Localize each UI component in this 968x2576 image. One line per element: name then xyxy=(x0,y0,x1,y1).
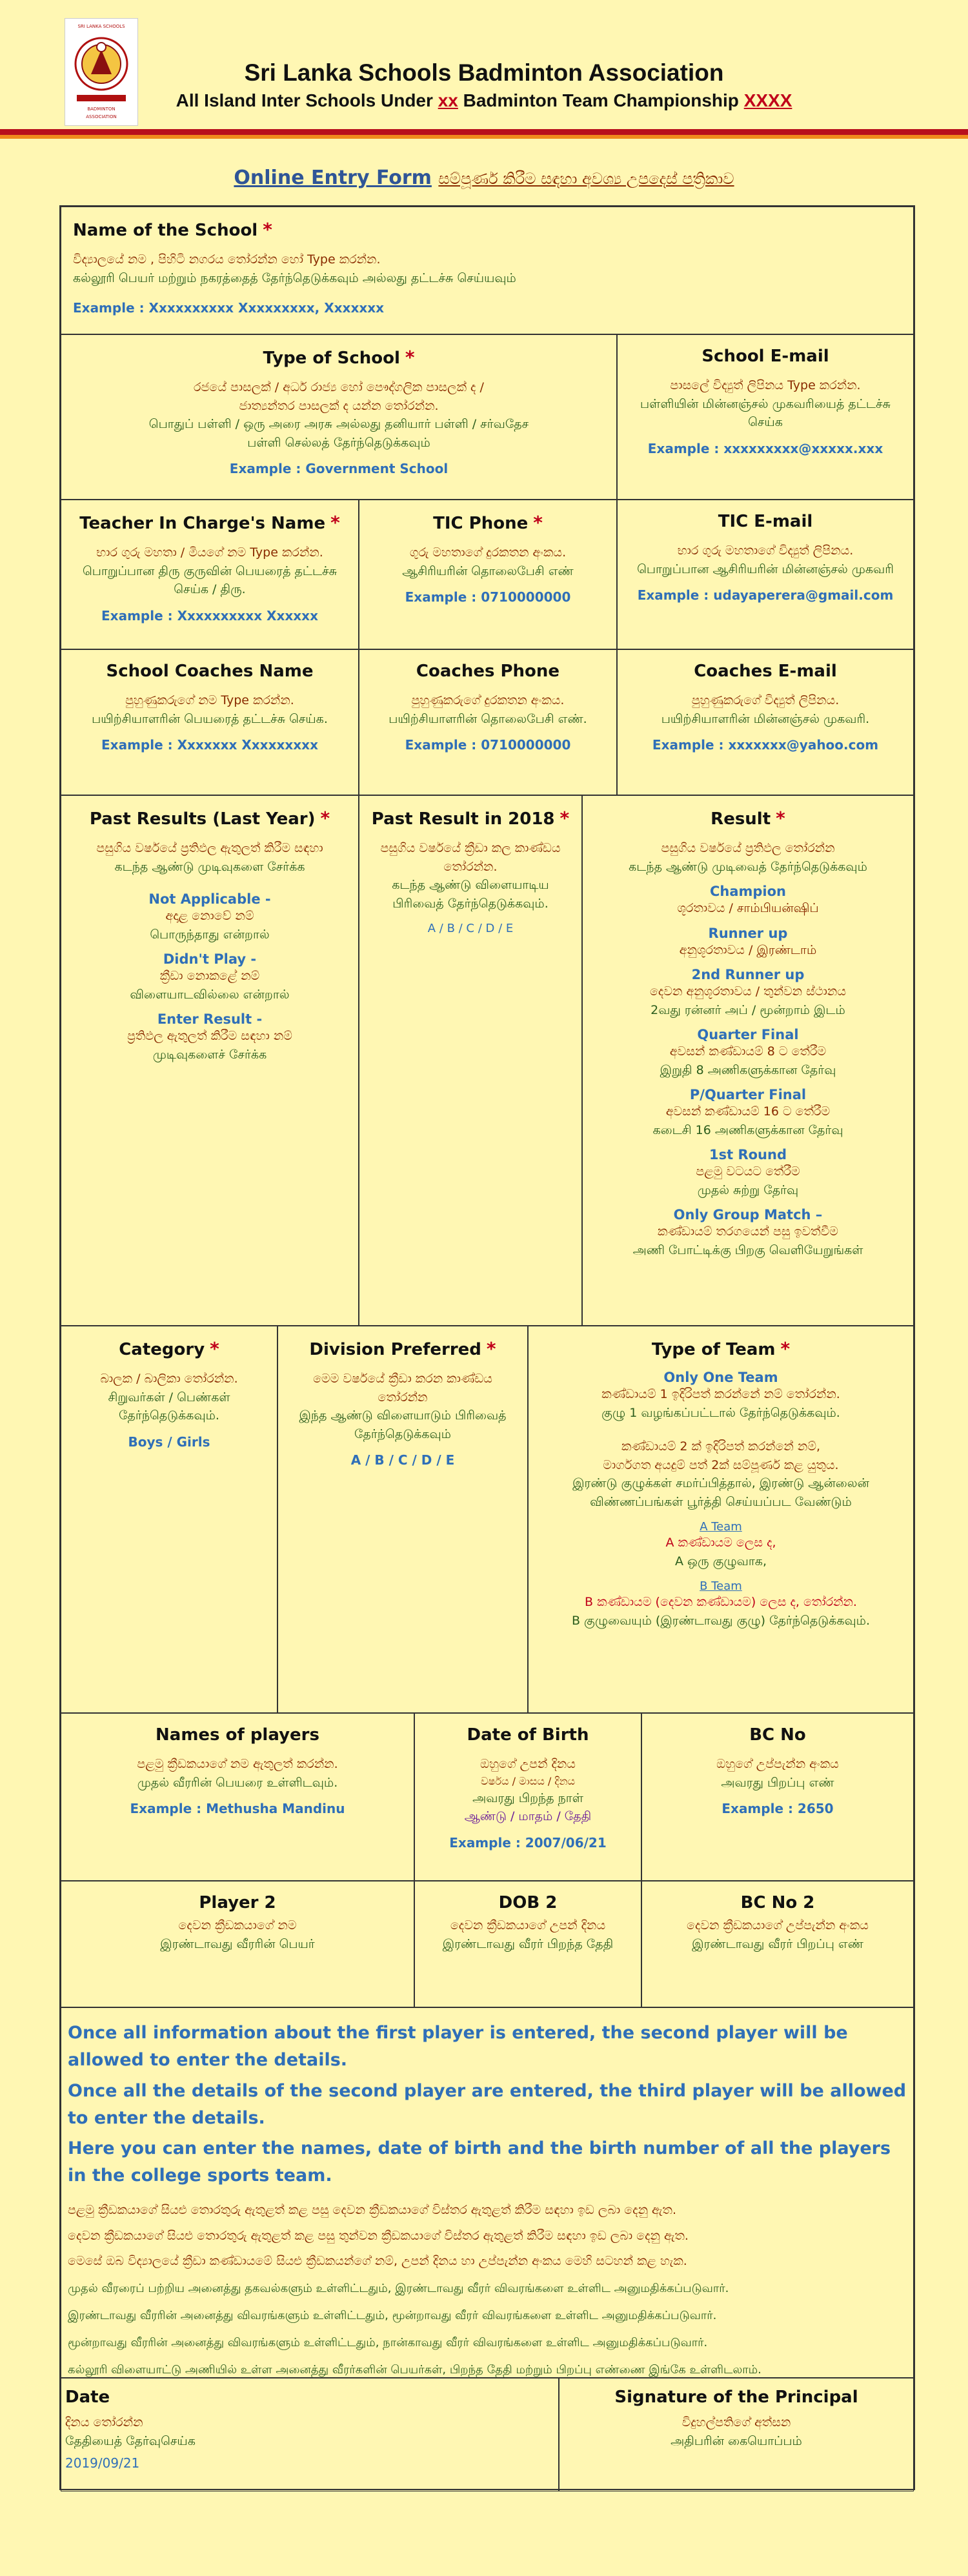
result-option-ta: 2வது ரன்னர் அப் / மூன்றாம் இடம் xyxy=(650,1002,845,1017)
school-name-heading: Name of the School * xyxy=(73,219,272,240)
division-heading: Division Preferred * xyxy=(309,1338,496,1359)
coach-email-example: Example : xxxxxxx@yahoo.com xyxy=(652,737,879,753)
one-team-ta: குழு 1 வழங்கப்பட்டால் தேர்ந்தெடுக்கவும். xyxy=(601,1405,840,1420)
coach-phone-si: පුහුණුකරුගේ දුරකතන අංකය. xyxy=(411,693,565,707)
school-name-si: විද්‍යාලයේ නම , පිහිටි නගරය තෝරන්න හෝ Type කරන්න. xyxy=(73,252,381,267)
dob2-si: දෙවන ක්‍රීඩකයාගේ උපන් දිනය xyxy=(450,1918,606,1932)
dob-cell xyxy=(414,1713,641,1881)
player-name-ta: முதல் வீரரின் பெயரை உள்ளிடவும். xyxy=(137,1775,338,1790)
info-en-2: Once all the details of the second player are entered, the third player will be allowed to enter the details. xyxy=(68,2080,907,2128)
player2-ta: இரண்டாவது வீரரின் பெயர் xyxy=(160,1936,315,1951)
division-cell xyxy=(277,1326,528,1713)
two-teams-ta: இரண்டு குழுக்கள் சமர்ப்பித்தால், இரண்டு ஆன்லைன் விண்ணப்பங்கள் பூர்த்தி செய்யப்பட வேண்டும் xyxy=(572,1476,869,1509)
result-option-label: Runner up xyxy=(708,925,788,941)
bc-example: Example : 2650 xyxy=(721,1801,834,1816)
category-ta: சிறுவர்கள் / பெண்கள் தேர்ந்தெடுக்கவும். xyxy=(108,1390,230,1423)
info-ta-4: கல்லூரி விளையாட்டு அணியில் உள்ள அனைத்து வீரர்களின் பெயர்கள், பிறந்த தேதி மற்றும் பிறப்பு எண்ணை இங்கே உள்ளிடலாம். xyxy=(68,2363,761,2377)
tic-phone-cell xyxy=(359,500,617,649)
school-email-cell xyxy=(617,334,914,500)
player-info-cell xyxy=(61,2007,914,2378)
result-option-label: P/Quarter Final xyxy=(689,1087,807,1102)
info-si-3: මෙසේ ඔබ විද්‍යාලයේ ක්‍රීඩා කණ්ඩායමේ සියළු ක්‍රීඩකයන්ගේ නම්, උපන් දිනය හා උප්පැන්න අංකය මෙහි සටහන් කළ හැක. xyxy=(68,2253,687,2268)
date-cell xyxy=(61,2378,559,2491)
school-type-si-2: ජාත්‍යන්තර පාසලක් ද යන්න තෝරන්න. xyxy=(239,398,439,413)
dob2-heading: DOB 2 xyxy=(498,1893,558,1912)
info-ta-2: இரண்டாவது வீரரின் அனைத்து விவரங்களும் உள்ளிட்டதும், மூன்றாவது வீரர் விவரங்களை உள்ளிட அனுமதிக்கப்படுவார். xyxy=(68,2309,717,2323)
didnt-play-ta: விளையாடவில்லை என்றால் xyxy=(130,987,290,1002)
a-team-ta: A ஒரு குழுவாக, xyxy=(675,1554,767,1568)
info-ta-3: மூன்றாவது வீரரின் அனைத்து விவரங்களும் உள்ளிட்டதும், நான்காவது வீரர் விவரங்களை உள்ளிட அனுமதிக்கப்படுவார். xyxy=(68,2336,708,2350)
past-2018-options: A / B / C / D / E xyxy=(427,922,514,935)
not-applicable-label: Not Applicable - xyxy=(148,891,271,907)
coach-email-ta: பயிற்சியாளரின் மின்னஞ்சல் முகவரி. xyxy=(661,711,870,726)
date-heading: Date xyxy=(65,2388,110,2407)
not-applicable-si: අදාළ නොවේ නම් xyxy=(165,909,254,923)
svg-text:ASSOCIATION: ASSOCIATION xyxy=(86,114,117,119)
player-name-example: Example : Methusha Mandinu xyxy=(130,1801,345,1816)
result-option-si: අවසන් කණ්ඩායම් 16 ට තේරීම xyxy=(665,1104,831,1119)
form-title xyxy=(0,167,968,190)
result-option-ta: கடைசி 16 அணிகளுக்கான தேர்வு xyxy=(652,1122,843,1137)
category-cell xyxy=(61,1326,277,1713)
bc2-heading: BC No 2 xyxy=(740,1893,815,1912)
result-option-si: පළමු වටයට තේරීම xyxy=(696,1164,800,1179)
result-option-si: කණ්ඩායම් තරගයෙන් පසු ඉවත්වීම xyxy=(658,1224,838,1239)
enter-result-label: Enter Result - xyxy=(157,1011,263,1027)
bc-cell xyxy=(641,1713,914,1881)
bc-si: ඔහුගේ උප්පැන්න අංකය xyxy=(716,1757,839,1771)
player2-cell xyxy=(61,1881,414,2007)
result-option-si: අනුශූරතාවය / இரண்டாம் xyxy=(679,942,817,957)
bc2-ta: இரண்டாவது வீரர் பிறப்பு எண் xyxy=(692,1936,863,1951)
teacher-example: Example : Xxxxxxxxxx Xxxxxx xyxy=(101,607,318,624)
player-name-heading: Names of players xyxy=(156,1725,319,1745)
category-heading: Category * xyxy=(119,1338,219,1359)
result-heading: Result * xyxy=(711,807,785,829)
result-option-label: Quarter Final xyxy=(697,1027,799,1042)
coach-name-ta: பயிற்சியாளரின் பெயரைத் தட்டச்சு செய்க. xyxy=(92,711,328,726)
past-2018-si: පසුගිය වර්ෂයේ ක්‍රීඩා කල කාණ්ඩය තෝරන්න. xyxy=(380,841,561,874)
coach-phone-ta: பயிற்சியாளரின் தொலைபேசி எண். xyxy=(388,711,587,726)
enter-result-si: ප්‍රතිඵල ඇතුලත් කිරීම සඳහා නම් xyxy=(127,1029,292,1043)
school-email-heading: School E-mail xyxy=(701,347,829,366)
school-name-cell xyxy=(61,207,914,334)
date-value: 2019/09/21 xyxy=(65,2455,140,2471)
page-title: Sri Lanka Schools Badminton Association xyxy=(244,59,724,86)
coach-phone-example: Example : 0710000000 xyxy=(405,737,571,753)
dob-ta: அவரது பிறந்த நாள் xyxy=(472,1790,583,1805)
signature-si: විදුහල්පතිගේ අත්සන xyxy=(681,2415,791,2429)
division-si: මෙම වර්ෂයේ ක්‍රීඩා කරන කාණ්ඩය තෝරන්න xyxy=(313,1372,492,1405)
dob2-ta: இரண்டாவது வீரர் பிறந்த தேதி xyxy=(442,1936,614,1951)
teacher-si: භාර ගුරු මහතා / මියගේ නම Type කරන්න. xyxy=(96,545,323,560)
info-en-1: Once all information about the first player is entered, the second player will be allowed to enter the details. xyxy=(68,2023,848,2070)
coach-phone-heading: Coaches Phone xyxy=(416,662,560,681)
team-type-heading: Type of Team * xyxy=(651,1338,791,1359)
school-email-ta: பள்ளியின் மின்னஞ்சல் முகவரியைத் தட்டச்சு செய்க xyxy=(640,396,891,429)
date-si: දිනය තෝරන්න xyxy=(65,2415,143,2429)
not-applicable-ta: பொருந்தாது என்றால் xyxy=(150,927,270,942)
result-option-si: දෙවන අනුශූරතාවය / තුන්වන ස්ථානය xyxy=(649,984,847,999)
coach-email-si: පුහුණුකරුගේ විද්‍යුත් ලිපිනය. xyxy=(691,693,840,707)
tic-email-si: භාර ගුරු මහතාගේ විද්‍යුත් ලිපිනය. xyxy=(677,543,854,558)
past-2018-ta: கடந்த ஆண்டு விளையாடிய பிரிவைத் தேர்ந்தெடுக்கவும். xyxy=(392,878,549,911)
coach-name-example: Example : Xxxxxxx Xxxxxxxxx xyxy=(101,737,318,753)
result-option-label: 1st Round xyxy=(709,1147,787,1162)
tic-phone-heading: TIC Phone * xyxy=(433,512,543,533)
result-cell xyxy=(582,795,914,1326)
past-2018-heading: Past Result in 2018 * xyxy=(371,807,570,829)
coach-email-cell xyxy=(617,649,914,795)
tic-email-ta: பொறுப்பான ஆசிரியரின் மின்னஞ்சல் முகவரி xyxy=(637,562,894,576)
bc2-si: දෙවන ක්‍රීඩකයාගේ උප්පැන්න අංකය xyxy=(687,1918,869,1932)
signature-heading: Signature of the Principal xyxy=(614,2388,858,2407)
result-option-label: 2nd Runner up xyxy=(691,967,805,982)
bc-heading: BC No xyxy=(749,1725,806,1745)
school-type-ta-1: பொதுப் பள்ளி / ஒரு அரை அரசு அல்லது தனியார் பள்ளி / சர்வதேச xyxy=(148,417,529,431)
coach-name-cell xyxy=(61,649,359,795)
two-teams-si-1: කණ්ඩායම් 2 ක් ඉදිරිපත් කරන්නේ නම්, xyxy=(621,1439,821,1454)
past-results-ta: கடந்த ஆண்டு முடிவுகளை சேர்க்க xyxy=(114,859,305,874)
one-team-si: කණ්ඩායම් 1 ඉදිරිපත් කරන්නේ නම් තෝරන්න. xyxy=(601,1387,840,1401)
page-header xyxy=(0,0,968,139)
a-team-si: A කණ්ඩායම ලෙස ද, xyxy=(665,1536,776,1550)
tic-phone-example: Example : 0710000000 xyxy=(405,589,571,605)
result-option-si: අවසන් කණ්ඩායම් 8 ට තේරීම xyxy=(669,1044,827,1059)
instruction-grid xyxy=(59,205,915,2490)
b-team-si: B කණ්ඩායම (දෙවන කණ්ඩායම) ලෙස ද, තෝරන්න. xyxy=(585,1595,857,1609)
info-si-2: දෙවන ක්‍රීඩකයාගේ සියළු තොරතුරු ඇතුළත් කළ පසු තුන්වන ක්‍රීඩකයාගේ විස්තර ඇතුළත් කිරීම සඳහා ඉඩ ලබා දෙනු ඇත. xyxy=(68,2228,689,2243)
svg-text:SRI LANKA SCHOOLS: SRI LANKA SCHOOLS xyxy=(77,24,125,29)
player2-si: දෙවන ක්‍රීඩකයාගේ නම xyxy=(178,1918,297,1932)
result-ta: கடந்த ஆண்டு முடிவைத் தேர்ந்தெடுக்கவும் xyxy=(629,859,867,874)
required-star: * xyxy=(263,219,272,240)
coach-phone-cell xyxy=(359,649,617,795)
two-teams-si-2: මාර්ගගත අයදුම් පත් 2ක් සම්පූර්ණ කළ යුතුය. xyxy=(603,1457,839,1472)
info-ta-1: முதல் வீரரைப் பற்றிய அனைத்து தகவல்களும் உள்ளிட்டதும், இரண்டாவது வீரர் விவரங்களை உள்ளிட அனுமதிக்கப்படுவார். xyxy=(68,2282,729,2296)
result-si: පසුගිය වර්ෂයේ ප්‍රතිඵල තෝරන්න xyxy=(661,841,835,855)
header-red-band xyxy=(0,129,968,135)
info-si-1: පළමු ක්‍රීඩකයාගේ සියළු තොරතුරු ඇතුළත් කළ පසු දෙවන ක්‍රීඩකයාගේ විස්තර ඇතුළත් කිරීම සඳහා ඉඩ ලබා දෙනු ඇත. xyxy=(68,2203,677,2218)
coach-name-heading: School Coaches Name xyxy=(106,662,314,681)
form-title-sinhala: සම්පූර්ණ කිරීම සඳහා අවශ්‍ය උපදෙස් පත්‍රිකාව xyxy=(438,170,734,188)
result-option-label: Only Group Match – xyxy=(673,1207,823,1222)
svg-text:BADMINTON: BADMINTON xyxy=(87,106,116,112)
header-orange-band xyxy=(0,135,968,139)
school-type-si-1: රජයේ පාසලක් / අර්ධ රාජ්‍ය හෝ පෞද්ගලික පාසලක් ද / xyxy=(194,380,484,394)
tic-email-heading: TIC E-mail xyxy=(718,512,813,531)
dob2-cell xyxy=(414,1881,641,2007)
bc2-cell xyxy=(641,1881,914,2007)
tic-phone-si: ගුරු මහතාගේ දුරකතන අංකය. xyxy=(409,545,567,560)
result-option-label: Champion xyxy=(709,884,787,899)
school-email-si: පාසලේ විද්‍යුත් ලිපිනය Type කරන්න. xyxy=(670,378,861,392)
date-ta: தேதியைத் தேர்வுசெய்க xyxy=(65,2433,196,2448)
bc-ta: அவரது பிறப்பு எண் xyxy=(721,1775,834,1790)
school-name-example: Example : Xxxxxxxxxx Xxxxxxxxx, Xxxxxxx xyxy=(73,300,385,316)
dob-si: ඔහුගේ උපන් දිනය xyxy=(480,1757,576,1771)
coach-name-si: පුහුණුකරුගේ නම Type කරන්න. xyxy=(125,693,294,707)
tic-email-example: Example : udayaperera@gmail.com xyxy=(637,587,894,603)
past-results-si: පසුගිය වර්ෂයේ ප්‍රතිඵල ඇතුලත් කිරීම සඳහා xyxy=(96,841,323,855)
school-email-example: Example : xxxxxxxxx@xxxxx.xxx xyxy=(647,440,883,456)
enter-result-ta: முடிவுகளைச் சேர்க்க xyxy=(152,1047,267,1062)
result-option-ta: முதல் சுற்று தேர்வு xyxy=(697,1182,799,1197)
b-team-ta: B குழுவையும் (இரண்டாவது குழு) தேர்ந்தெடுக்கவும். xyxy=(571,1613,870,1628)
teacher-ta: பொறுப்பான திரு குருவின் பெயரைத் தட்டச்சு செய்க / திரு. xyxy=(82,563,338,596)
school-type-example: Example : Government School xyxy=(229,461,449,476)
category-options: Boys / Girls xyxy=(128,1434,210,1450)
tic-email-cell xyxy=(617,500,914,649)
player-name-si: පළමු ක්‍රීඩකයාගේ නම ඇතුලත් කරන්න. xyxy=(137,1757,338,1771)
division-ta: இந்த ஆண்டு விளையாடும் பிரிவைத் தேர்ந்தெடுக்கவும் xyxy=(299,1408,507,1441)
dob-ta-format: ஆண்டு / மாதம் / தேதி xyxy=(464,1809,592,1823)
school-name-ta: கல்லூரி பெயர் மற்றும் நகரத்தைத் தேர்ந்தெடுக்கவும் அல்லது தட்டச்சு செய்யவும் xyxy=(73,270,516,285)
one-team-label: Only One Team xyxy=(663,1370,778,1385)
b-team-label: B Team xyxy=(700,1579,742,1593)
result-option-ta: அணி போட்டிக்கு பிறகு வெளியேறுங்கள் xyxy=(632,1242,863,1257)
school-type-heading: Type of School * xyxy=(263,347,415,368)
tic-phone-ta: ஆசிரியரின் தொலைபேசி எண் xyxy=(402,563,574,578)
school-type-ta-2: பள்ளி செல்லத் தேர்ந்தெடுக்கவும் xyxy=(247,435,430,450)
a-team-label: A Team xyxy=(700,1520,742,1534)
championship-subtitle: All Island Inter Schools Under xx Badminton Team Championship XXXX xyxy=(176,90,792,110)
dob-heading: Date of Birth xyxy=(467,1725,589,1745)
category-si: බාලක / බාලිකා තෝරන්න. xyxy=(100,1372,238,1386)
didnt-play-label: Didn't Play - xyxy=(163,951,257,967)
online-entry-form-link[interactable]: Online Entry Form xyxy=(234,167,432,189)
past-results-cell xyxy=(61,795,359,1326)
division-options: A / B / C / D / E xyxy=(350,1452,455,1468)
result-option-si: ශූරතාවය / சாம்பியன்ஷிப் xyxy=(677,901,819,915)
result-options-list xyxy=(594,884,902,1259)
didnt-play-si: ක්‍රීඩා නොකළේ නම් xyxy=(159,969,260,983)
team-type-cell xyxy=(528,1326,914,1713)
past-results-heading: Past Results (Last Year) * xyxy=(89,807,330,829)
dob-example: Example : 2007/06/21 xyxy=(449,1834,607,1851)
result-option-ta: இறுதி 8 அணிகளுக்கான தேர்வு xyxy=(660,1062,836,1077)
signature-cell xyxy=(559,2378,914,2491)
school-type-cell xyxy=(61,334,617,500)
player-name-cell xyxy=(61,1713,414,1881)
teacher-name-cell xyxy=(61,500,359,649)
past-2018-cell xyxy=(359,795,582,1326)
teacher-name-heading: Teacher In Charge's Name * xyxy=(79,512,340,533)
player2-heading: Player 2 xyxy=(199,1893,276,1912)
dob-si-format: වර්ෂය / මාසය / දිනය xyxy=(480,1774,575,1787)
signature-ta: அதிபரின் கையொப்பம் xyxy=(671,2433,802,2448)
info-en-3: Here you can enter the names, date of birth and the birth number of all the players in the college sports team. xyxy=(68,2138,891,2186)
coach-email-heading: Coaches E-mail xyxy=(694,662,837,681)
